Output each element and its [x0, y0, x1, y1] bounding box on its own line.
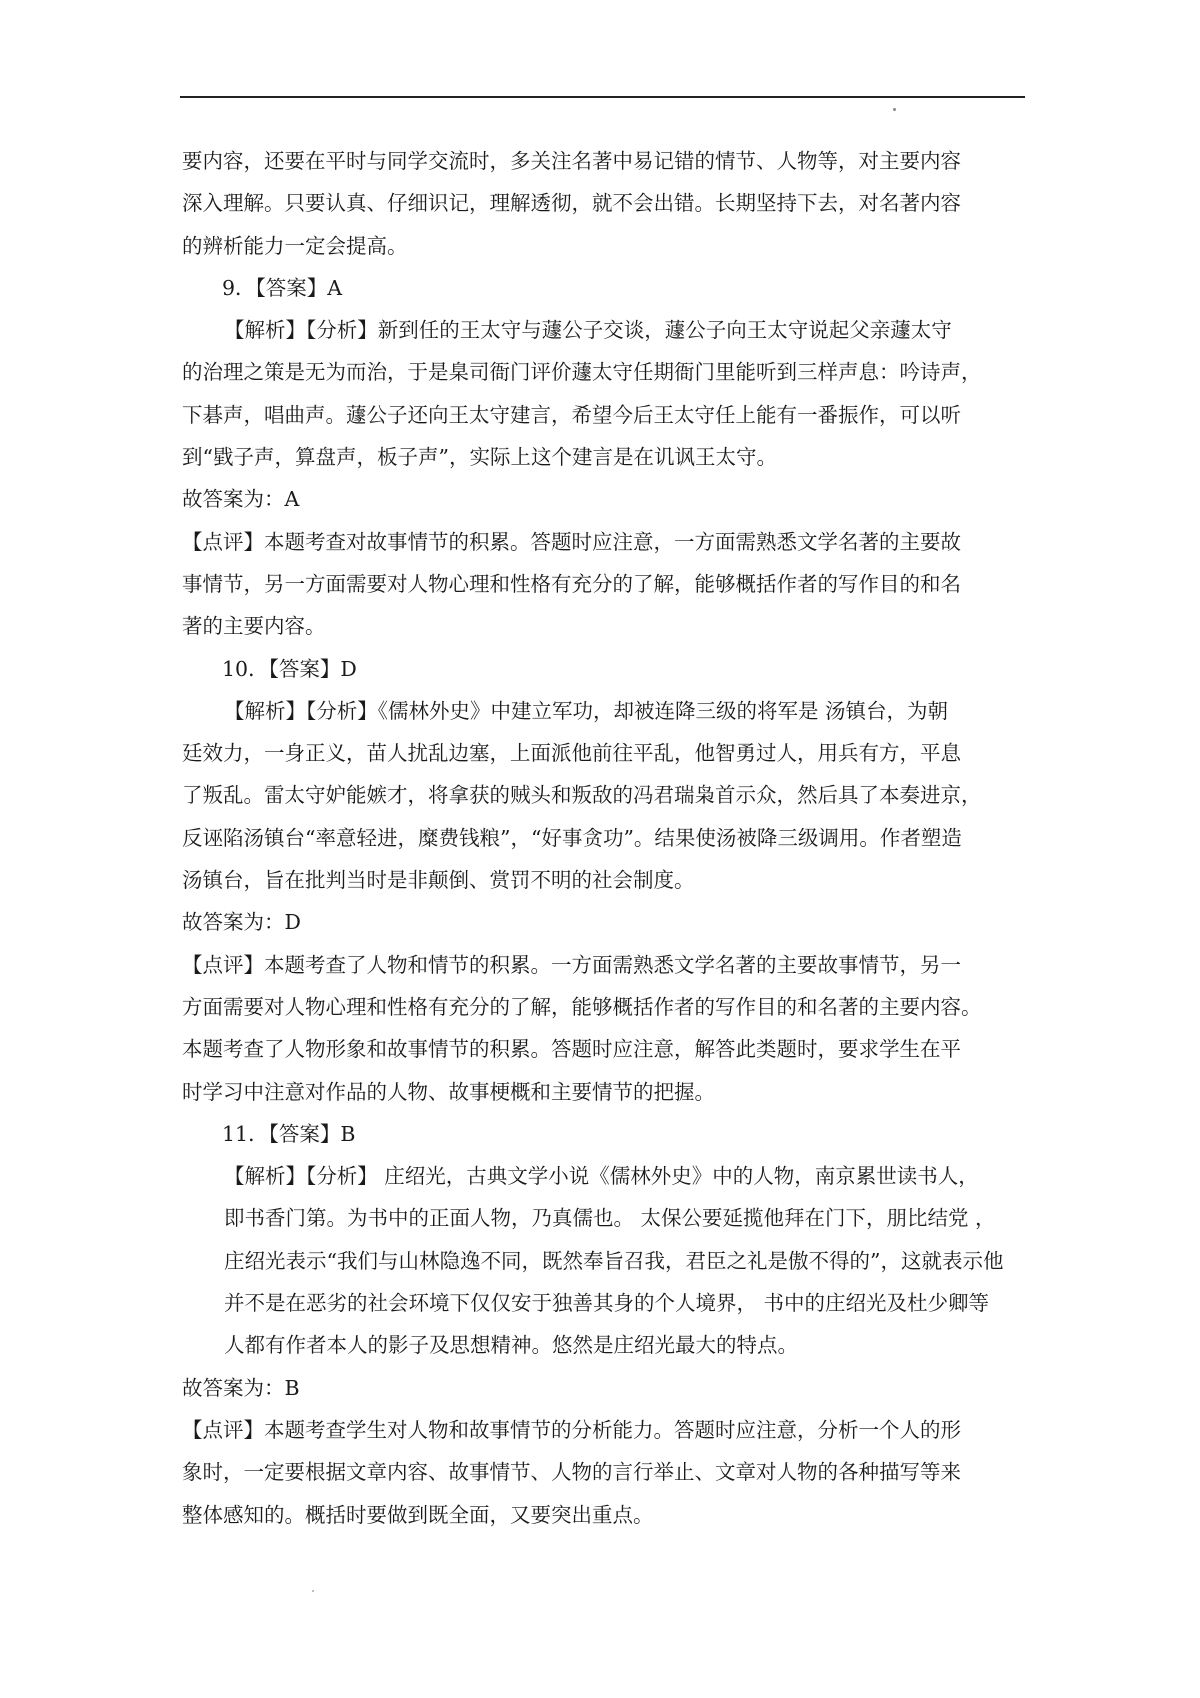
- text-line: 反诬陷汤镇台“率意轻进，糜费钱粮”，“好事贪功”。结果使汤被降三级调用。作者塑造: [182, 825, 962, 850]
- comment-line: 【点评】本题考查对故事情节的积累。答题时应注意，一方面需熟悉文学名著的主要故: [182, 529, 961, 554]
- text-line: 的治理之策是无为而治，于是臬司衙门评价蘧太守任期衙门里能听到三样声息：吟诗声，: [182, 360, 982, 385]
- text-line: 事情节，另一方面需要对人物心理和性格有充分的了解，能够概括作者的写作目的和名: [182, 571, 961, 596]
- text-line: 方面需要对人物心理和性格有充分的了解，能够概括作者的写作目的和名著的主要内容。: [182, 994, 982, 1019]
- answer-heading-9: 9．【答案】A: [222, 275, 343, 300]
- text-line: 整体感知的。概括时要做到既全面，又要突出重点。: [182, 1502, 654, 1527]
- text-line: 汤镇台，旨在批判当时是非颠倒、赏罚不明的社会制度。: [182, 868, 695, 893]
- text-line: 并不是在恶劣的社会环境下仅仅安于独善其身的个人境界， 书中的庄绍光及杜少卿等: [224, 1291, 990, 1316]
- text-line: 到“戥子声，算盘声，板子声”，实际上这个建言是在讥讽王太守。: [182, 445, 777, 470]
- text-line: 著的主要内容。: [182, 614, 326, 639]
- text-line: 庄绍光表示“我们与山林隐逸不同，既然奉旨召我，君臣之礼是傲不得的”，这就表示他: [224, 1248, 1004, 1273]
- analysis-line: 【解析】【分析】 庄绍光，古典文学小说《儒林外史》中的人物，南京累世读书人，: [224, 1164, 979, 1189]
- text-line: 廷效力，一身正义，苗人扰乱边塞，上面派他前往平乱，他智勇过人，用兵有方，平息: [182, 741, 961, 766]
- text-line: 了叛乱。雷太守妒能嫉才，将拿获的贼头和叛敌的冯君瑞枭首示众，然后具了本奏进京，: [182, 783, 982, 808]
- text-line: 即书香门第。为书中的正面人物，乃真儒也。 太保公要延揽他拜在门下，朋比结党 ，: [224, 1206, 996, 1231]
- header-rule: [180, 96, 1025, 98]
- answer-content: [182, 140, 1027, 1536]
- text-line: 的辨析能力一定会提高。: [182, 233, 408, 258]
- conclusion-line: 故答案为：D: [182, 910, 301, 935]
- text-line: 下碁声，唱曲声。蘧公子还向王太守建言，希望今后王太守任上能有一番振作，可以听: [182, 402, 961, 427]
- header-mark: [893, 108, 896, 111]
- text-line: 要内容，还要在平时与同学交流时，多关注名著中易记错的情节、人物等，对主要内容: [182, 149, 961, 173]
- text-line: 象时，一定要根据文章内容、故事情节、人物的言行举止、文章对人物的各种描写等来: [182, 1460, 961, 1485]
- comment-line: 【点评】本题考查学生对人物和故事情节的分析能力。答题时应注意，分析一个人的形: [182, 1417, 961, 1442]
- text-line: 深入理解。只要认真、仔细识记，理解透彻，就不会出错。长期坚持下去，对名著内容: [182, 191, 961, 216]
- analysis-line: 【解析】【分析】新到任的王太守与蘧公子交谈，蘧公子向王太守说起父亲蘧太守: [224, 318, 952, 343]
- comment-line: 【点评】本题考查了人物和情节的积累。一方面需熟悉文学名著的主要故事情节，另一: [182, 952, 961, 977]
- answer-heading-10: 10．【答案】D: [222, 656, 357, 681]
- text-line: 人都有作者本人的影子及思想精神。悠然是庄绍光最大的特点。: [224, 1333, 798, 1358]
- text-line: 本题考查了人物形象和故事情节的积累。答题时应注意，解答此类题时，要求学生在平: [182, 1037, 961, 1062]
- conclusion-line: 故答案为：A: [182, 487, 300, 512]
- text-line: 时学习中注意对作品的人物、故事梗概和主要情节的把握。: [182, 1079, 715, 1104]
- answer-heading-11: 11．【答案】B: [222, 1121, 356, 1146]
- conclusion-line: 故答案为：B: [182, 1375, 300, 1400]
- footer-mark: [312, 1590, 314, 1592]
- analysis-line: 【解析】【分析】《儒林外史》中建立军功，却被连降三级的将军是 汤镇台，为朝: [224, 698, 949, 723]
